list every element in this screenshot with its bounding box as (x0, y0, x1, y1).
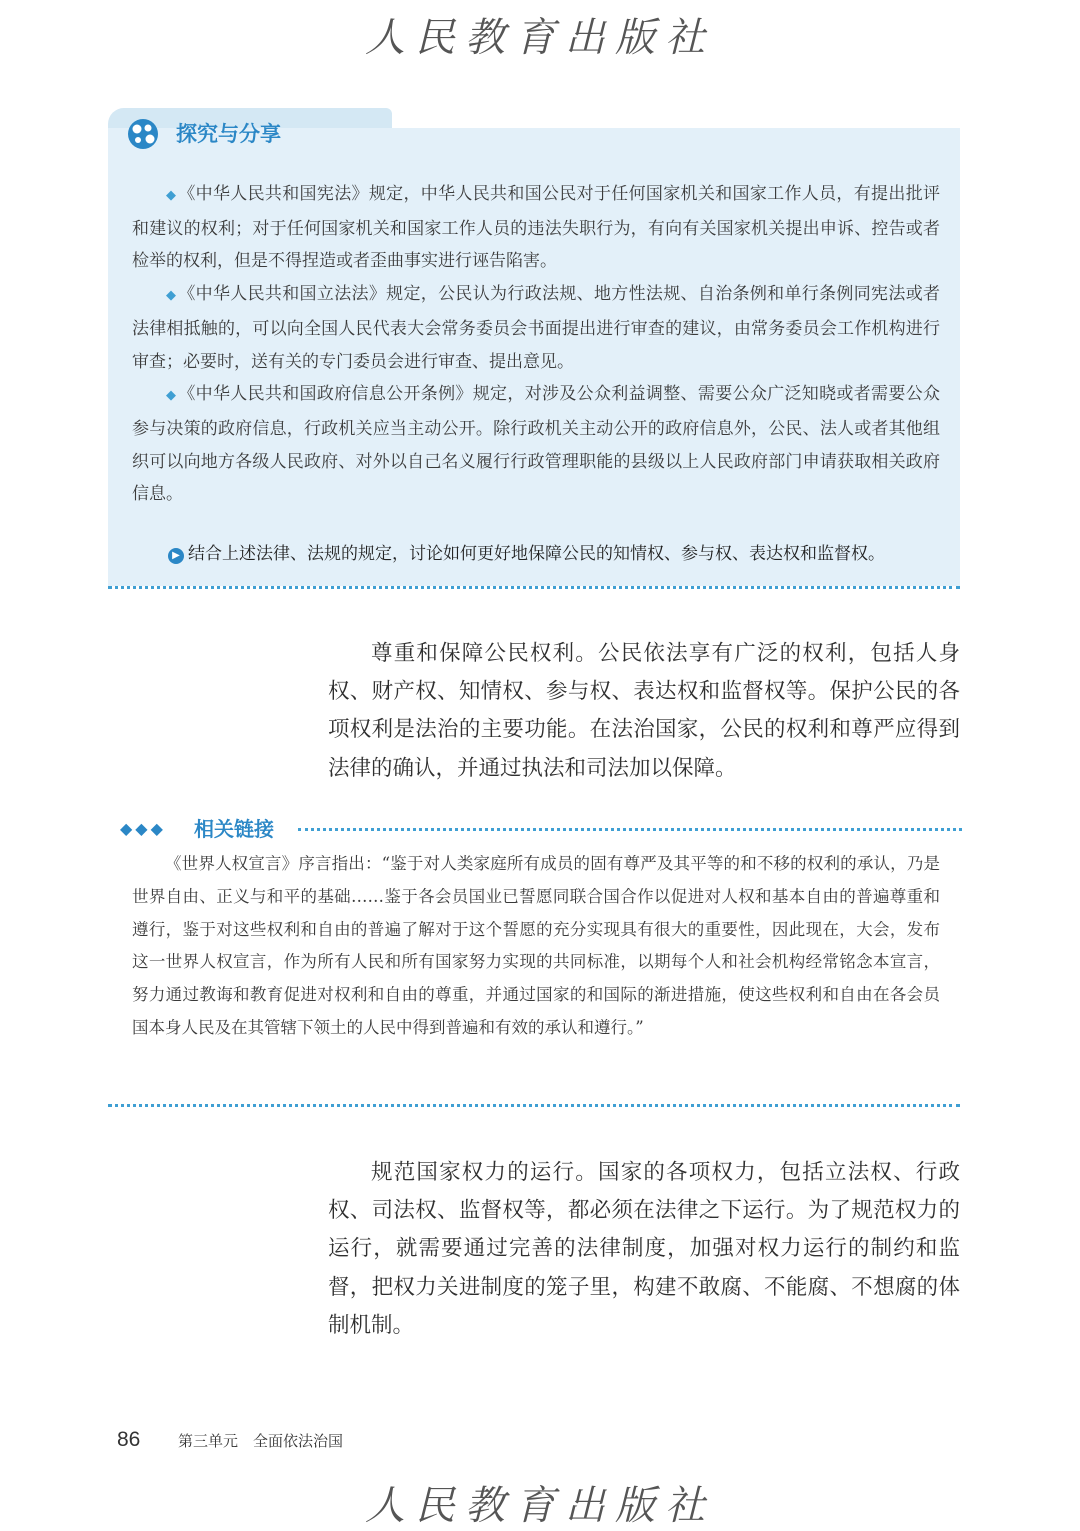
main-paragraph-rights: 尊重和保障公民权利。公民依法享有广泛的权利，包括人身权、财产权、知情权、参与权、表达权和监督权等。保护公民的各项权利是法治的主要功能。在法治国家，公民的权利和尊严应得到法律的确认，并通过执法和司法加以保障。 (328, 641, 960, 781)
publisher-logo-bottom: 人民教育出版社 (365, 1483, 715, 1529)
page-number: 86 (117, 1428, 141, 1451)
inquiry-paragraph: ◆ 《中华人民共和国政府信息公开条例》规定，对涉及公众利益调整、需要公众广泛知晓或者需要公众参与决策的政府信息，行政机关应当主动公开。除行政机关主动公开的政府信息外，公民、法人或者其他组织可以向地方各级人民政府、对外以自己名义履行行政管理职能的县级以上人民政府部门申请获取相关政府信息。 (132, 384, 941, 505)
footer-unit-title: 第三单元 全面依法治国 (178, 1432, 344, 1450)
related-link-body: 《世界人权宣言》序言指出：“鉴于对人类家庭所有成员的固有尊严及其平等的和不移的权利的承认，乃是世界自由、正义与和平的基础……鉴于各会员国业已誓愿同联合国合作以促进对人权和基本自由的普遍尊重和遵行，鉴于对这些权利和自由的普遍了解对于这个誓愿的充分实现具有很大的重要性，因此现在，大会，发布这一世界人权宣言，作为所有人民和所有国家努力实现的共同标准，以期每个人和社会机构经常铭念本宣言，努力通过教诲和教育促进对权利和自由的尊重，并通过国家的和国际的渐进措施，使这些权利和自由在各会员国本身人民及在其管辖下领土的人民中得到普遍和有效的承认和遵行。” (132, 854, 940, 1037)
inquiry-title: 探究与分享 (176, 122, 281, 146)
inquiry-paragraphs (132, 178, 940, 511)
related-link-title: 相关链接 (194, 817, 274, 841)
related-link-header (120, 814, 962, 844)
inquiry-paragraph: ◆ 《中华人民共和国宪法》规定，中华人民共和国公民对于任何国家机关和国家工作人员，有提出批评和建议的权利；对于任何国家机关和国家工作人员的违法失职行为，有向有关国家机关提出申诉、控告或者检举的权利，但是不得捏造或者歪曲事实进行诬告陷害。 (132, 184, 941, 272)
diamond-bullet-icon: ◆ (166, 188, 177, 203)
related-link-bottom-divider (108, 1104, 960, 1107)
related-link-divider (298, 828, 962, 831)
arrow-right-icon: ▶ (168, 548, 184, 564)
inquiry-paragraph: ◆ 《中华人民共和国立法法》规定，公民认为行政法规、地方性法规、自治条例和单行条例同宪法或者法律相抵触的，可以向全国人民代表大会常务委员会书面提出进行审查的建议，由常务委员会工作机构进行审查；必要时，送有关的专门委员会进行审查、提出意见。 (132, 284, 941, 372)
inquiry-share-box (108, 108, 960, 588)
diamond-triple-icon: ◆◆◆ (120, 819, 166, 838)
discussion-bubbles-icon (126, 116, 162, 152)
main-paragraph-power: 规范国家权力的运行。国家的各项权力，包括立法权、行政权、司法权、监督权等，都必须在法律之下运行。为了规范权力的运行，就需要通过完善的法律制度，加强对权力运行的制约和监督，把权力关进制度的笼子里，构建不敢腐、不能腐、不想腐的体制机制。 (328, 1160, 960, 1338)
diamond-bullet-icon: ◆ (166, 288, 177, 304)
inquiry-divider (108, 586, 960, 589)
inquiry-question: ▶ 结合上述法律、法规的规定，讨论如何更好地保障公民的知情权、参与权、表达权和监督权。 (168, 540, 885, 568)
diamond-bullet-icon: ◆ (166, 388, 177, 404)
publisher-logo-top: 人民教育出版社 (365, 15, 715, 61)
